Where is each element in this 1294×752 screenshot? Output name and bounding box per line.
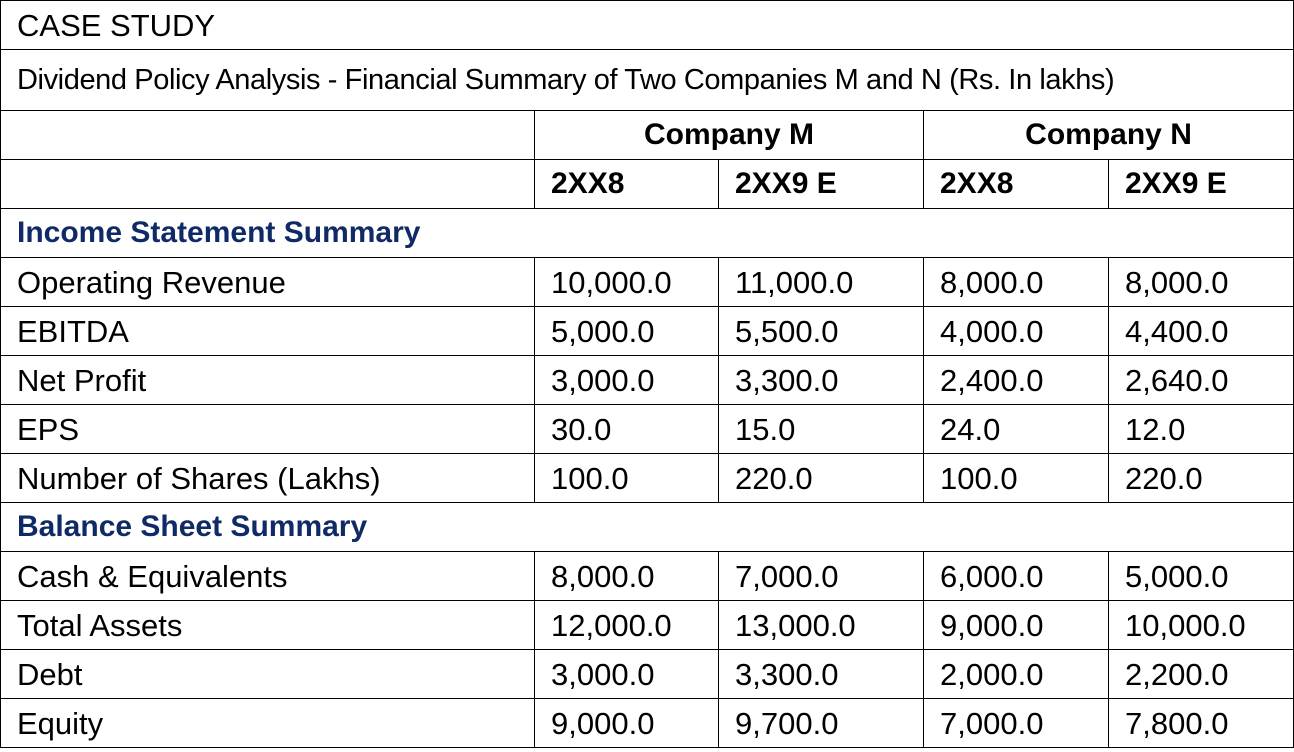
table-subtitle: Dividend Policy Analysis - Financial Summary of Two Companies M and N (Rs. In lakhs) — [1, 50, 1294, 111]
company-m-header: Company M — [535, 111, 924, 160]
table-row — [1, 601, 1294, 650]
section-row — [1, 503, 1294, 552]
empty-header-cell — [1, 111, 535, 160]
row-label: EBITDA — [1, 307, 535, 356]
table-cell: 3,000.0 — [535, 356, 719, 405]
table-cell: 8,000.0 — [535, 552, 719, 601]
year-header-row — [1, 160, 1294, 209]
table-cell: 11,000.0 — [719, 258, 924, 307]
table-cell: 15.0 — [719, 405, 924, 454]
year-header: 2XX8 — [535, 160, 719, 209]
row-label: Equity — [1, 699, 535, 748]
section-row — [1, 209, 1294, 258]
table-cell: 9,000.0 — [535, 699, 719, 748]
company-header-row — [1, 111, 1294, 160]
table-cell: 100.0 — [535, 454, 719, 503]
year-header: 2XX9 E — [1109, 160, 1294, 209]
table-cell: 3,300.0 — [719, 650, 924, 699]
section-heading-balance: Balance Sheet Summary — [1, 503, 1294, 552]
table-row — [1, 307, 1294, 356]
table-row — [1, 650, 1294, 699]
table-cell: 7,800.0 — [1109, 699, 1294, 748]
table-cell: 220.0 — [1109, 454, 1294, 503]
section-heading-income: Income Statement Summary — [1, 209, 1294, 258]
title-row — [1, 1, 1294, 50]
table-cell: 13,000.0 — [719, 601, 924, 650]
table-cell: 2,640.0 — [1109, 356, 1294, 405]
case-study-title: CASE STUDY — [1, 1, 1294, 50]
table-cell: 9,000.0 — [924, 601, 1109, 650]
subtitle-row — [1, 50, 1294, 111]
year-header: 2XX8 — [924, 160, 1109, 209]
table-cell: 2,200.0 — [1109, 650, 1294, 699]
table-cell: 3,000.0 — [535, 650, 719, 699]
table-cell: 9,700.0 — [719, 699, 924, 748]
table-cell: 8,000.0 — [1109, 258, 1294, 307]
year-header: 2XX9 E — [719, 160, 924, 209]
table-cell: 2,400.0 — [924, 356, 1109, 405]
row-label: Cash & Equivalents — [1, 552, 535, 601]
table-cell: 30.0 — [535, 405, 719, 454]
table-cell: 10,000.0 — [1109, 601, 1294, 650]
table-cell: 5,500.0 — [719, 307, 924, 356]
row-label: EPS — [1, 405, 535, 454]
empty-header-cell — [1, 160, 535, 209]
table-cell: 4,000.0 — [924, 307, 1109, 356]
table-row — [1, 356, 1294, 405]
table-row — [1, 258, 1294, 307]
company-n-header: Company N — [924, 111, 1294, 160]
table-cell: 7,000.0 — [719, 552, 924, 601]
table-cell: 5,000.0 — [1109, 552, 1294, 601]
table-cell: 12,000.0 — [535, 601, 719, 650]
table-row — [1, 454, 1294, 503]
table-cell: 6,000.0 — [924, 552, 1109, 601]
table-cell: 220.0 — [719, 454, 924, 503]
table-cell: 4,400.0 — [1109, 307, 1294, 356]
table-cell: 7,000.0 — [924, 699, 1109, 748]
table-row — [1, 699, 1294, 748]
table-cell: 2,000.0 — [924, 650, 1109, 699]
row-label: Debt — [1, 650, 535, 699]
table-cell: 10,000.0 — [535, 258, 719, 307]
row-label: Operating Revenue — [1, 258, 535, 307]
row-label: Total Assets — [1, 601, 535, 650]
table-cell: 12.0 — [1109, 405, 1294, 454]
row-label: Net Profit — [1, 356, 535, 405]
table-row — [1, 552, 1294, 601]
table-cell: 3,300.0 — [719, 356, 924, 405]
row-label: Number of Shares (Lakhs) — [1, 454, 535, 503]
table-cell: 100.0 — [924, 454, 1109, 503]
table-cell: 24.0 — [924, 405, 1109, 454]
table-cell: 5,000.0 — [535, 307, 719, 356]
table-cell: 8,000.0 — [924, 258, 1109, 307]
table-row — [1, 405, 1294, 454]
